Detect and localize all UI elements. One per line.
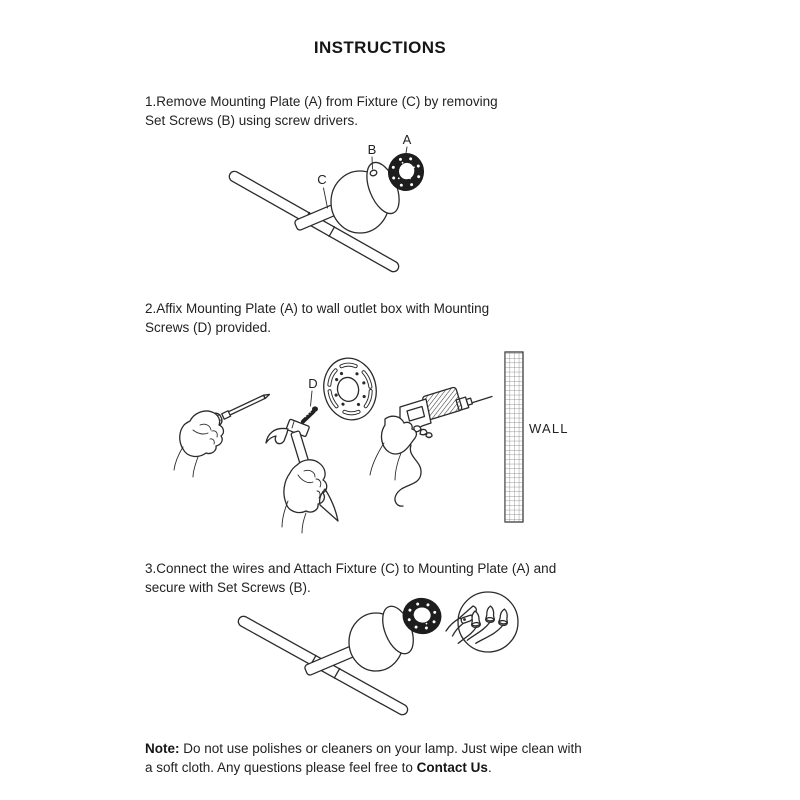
note-label: Note: bbox=[145, 741, 180, 756]
step-3-line-1: 3.Connect the wires and Attach Fixture (C) to Mounting Plate (A) and bbox=[145, 561, 557, 576]
cuff bbox=[320, 489, 338, 521]
label-d-and-screw bbox=[300, 376, 318, 424]
hand-with-screwdriver bbox=[174, 393, 270, 477]
wall-label: WALL bbox=[529, 421, 569, 436]
step-1-diagram bbox=[210, 125, 510, 275]
step-3-diagram bbox=[230, 585, 540, 730]
step-2-line-2: Screws (D) provided. bbox=[145, 320, 272, 335]
note-line-2: a soft cloth. Any questions please feel free to Contact Us. bbox=[145, 760, 492, 775]
note-line-1: Note: Do not use polishes or cleaners on your lamp. Just wipe clean with bbox=[145, 741, 582, 756]
svg-text:A: A bbox=[402, 132, 412, 147]
svg-text:B: B bbox=[367, 142, 377, 157]
label-c bbox=[317, 172, 327, 208]
step-1-line-1: 1.Remove Mounting Plate (A) from Fixture (C) by removing bbox=[145, 94, 498, 109]
mounting-plate-large bbox=[318, 353, 382, 424]
hammer-claw bbox=[266, 428, 288, 443]
wiring-detail-bubble bbox=[446, 592, 518, 652]
hand-with-hammer bbox=[266, 419, 338, 533]
hand-with-drill bbox=[370, 387, 492, 506]
screwdriver-tip bbox=[264, 393, 271, 399]
wall-section bbox=[505, 352, 523, 522]
contact-us-text: Contact Us bbox=[416, 760, 488, 775]
label-a bbox=[403, 132, 412, 153]
mounting-screw-icon bbox=[300, 406, 318, 423]
note-text bbox=[145, 739, 582, 777]
step-2-line-1: 2.Affix Mounting Plate (A) to wall outlet box with Mounting bbox=[145, 301, 490, 316]
step-2-diagram bbox=[160, 335, 580, 550]
svg-text:C: C bbox=[317, 172, 327, 187]
step-3-line-2: secure with Set Screws (B). bbox=[145, 580, 311, 595]
step-1-line-2: Set Screws (B) using screw drivers. bbox=[145, 113, 359, 128]
step-2-text bbox=[145, 299, 489, 337]
page-title: INSTRUCTIONS bbox=[313, 38, 447, 57]
svg-text:D: D bbox=[308, 376, 318, 391]
